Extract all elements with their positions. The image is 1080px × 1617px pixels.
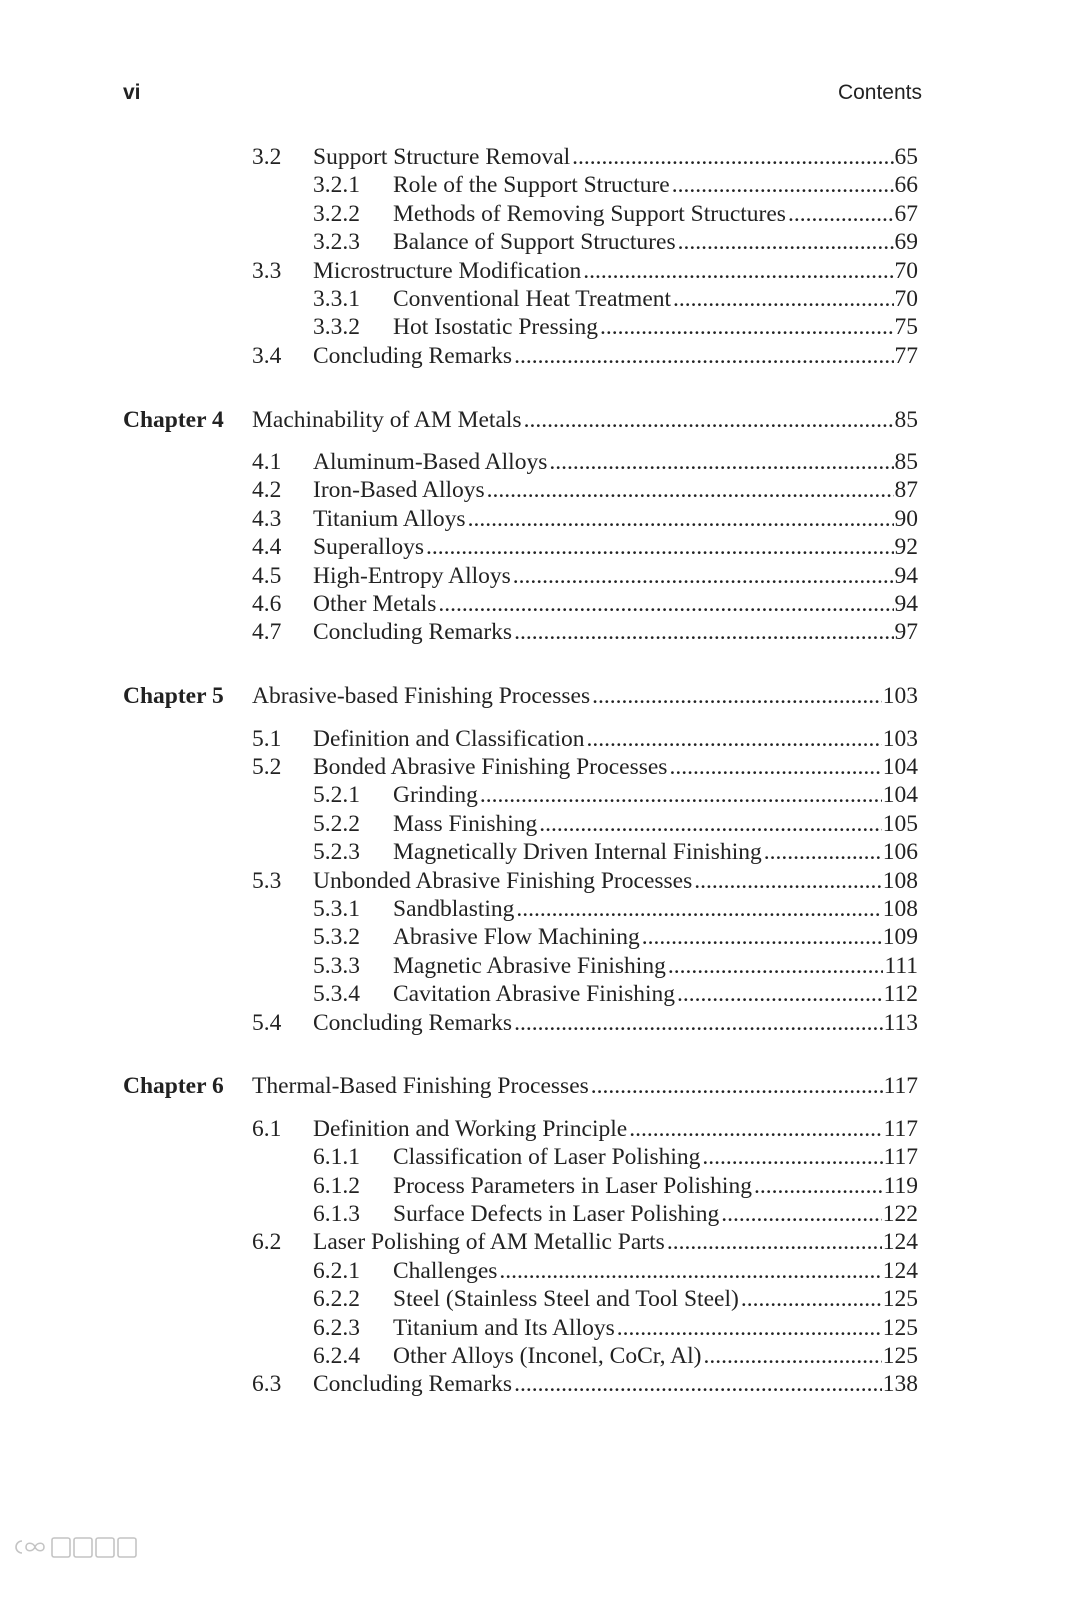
page-number: 117 — [883, 1073, 918, 1100]
dot-leader — [438, 590, 893, 618]
dot-leader — [572, 143, 893, 171]
toc-entry — [0, 923, 1080, 951]
dot-leader — [668, 952, 884, 980]
dot-leader — [617, 1314, 882, 1342]
section-number: 3.3 — [252, 257, 282, 284]
subsection-title: Challenges — [393, 1257, 498, 1284]
subsection-title: Sandblasting — [393, 895, 515, 922]
page-number: 69 — [894, 229, 918, 256]
toc-entry — [0, 590, 1080, 618]
section-number: 4.6 — [252, 590, 282, 617]
toc-entry — [0, 1200, 1080, 1228]
dot-leader — [514, 342, 893, 370]
page-number: 97 — [894, 619, 918, 646]
dot-leader — [702, 1143, 882, 1171]
toc-entry — [0, 1342, 1080, 1370]
dot-leader — [642, 923, 882, 951]
dot-leader — [677, 980, 883, 1008]
subsection-number: 6.2.4 — [313, 1342, 360, 1369]
dot-leader — [703, 1342, 881, 1370]
section-number: 4.2 — [252, 477, 282, 504]
page-number: 112 — [883, 981, 918, 1008]
entry-line — [313, 753, 918, 781]
section-title: Laser Polishing of AM Metallic Parts — [313, 1229, 665, 1256]
entry-line — [313, 476, 918, 504]
section-title: Support Structure Removal — [313, 144, 571, 170]
entry-line — [313, 143, 918, 171]
section-title: Aluminum-Based Alloys — [313, 449, 548, 476]
toc-entry — [0, 505, 1080, 533]
section-number: 5.1 — [252, 725, 282, 752]
page-number: 119 — [883, 1172, 918, 1199]
subsection-number: 6.1.3 — [313, 1201, 360, 1227]
subsection-title: Balance of Support Structures — [393, 229, 676, 256]
entry-line — [313, 342, 918, 370]
entry-line — [393, 838, 918, 866]
subsection-number: 6.2.3 — [313, 1314, 360, 1341]
entry-line — [313, 257, 918, 285]
page-number: 106 — [882, 839, 918, 866]
page-number: 85 — [894, 406, 918, 433]
toc-entry — [0, 448, 1080, 476]
chapter-title: Abrasive-based Finishing Processes — [252, 683, 591, 710]
page-number: 67 — [894, 200, 918, 227]
section-title: Concluding Remarks — [313, 1371, 513, 1398]
entry-line — [393, 1342, 918, 1370]
entry-line — [252, 406, 918, 434]
dot-leader — [764, 838, 882, 866]
subsection-number: 3.2.3 — [313, 229, 360, 256]
toc-entry — [0, 1257, 1080, 1285]
section-title: Concluding Remarks — [313, 342, 513, 369]
dot-leader — [487, 476, 894, 504]
entry-line — [313, 505, 918, 533]
dot-leader — [694, 867, 882, 895]
page-number: 122 — [882, 1201, 918, 1227]
section-number: 4.7 — [252, 619, 282, 646]
page-number: 92 — [894, 534, 918, 561]
chapter-heading — [0, 406, 1080, 434]
subsection-number: 5.2.3 — [313, 839, 360, 866]
watermark-logo — [8, 1532, 140, 1562]
subsection-title: Mass Finishing — [393, 810, 538, 837]
entry-line — [313, 1115, 918, 1143]
entry-line — [393, 1200, 918, 1228]
page-number: 77 — [894, 342, 918, 369]
section-number: 6.3 — [252, 1371, 282, 1398]
entry-line — [313, 590, 918, 618]
page-number: 117 — [883, 1144, 918, 1171]
subsection-title: Grinding — [393, 782, 478, 809]
entry-line — [393, 895, 918, 923]
toc-entry — [0, 781, 1080, 809]
page-number: 90 — [894, 505, 918, 532]
dot-leader — [629, 1115, 882, 1143]
subsection-title: Titanium and Its Alloys — [393, 1314, 615, 1341]
toc-entry — [0, 810, 1080, 838]
dot-leader — [754, 1172, 883, 1200]
page-number: 70 — [894, 285, 918, 312]
toc-entry — [0, 313, 1080, 341]
subsection-number: 5.3.2 — [313, 924, 360, 951]
toc-entry — [0, 200, 1080, 228]
entry-line — [393, 923, 918, 951]
toc-entry — [0, 753, 1080, 781]
entry-line — [393, 781, 918, 809]
chapter-heading — [0, 1072, 1080, 1100]
subsection-title: Surface Defects in Laser Polishing — [393, 1201, 720, 1227]
toc-entry — [0, 562, 1080, 590]
entry-line — [313, 867, 918, 895]
dot-leader — [499, 1257, 881, 1285]
dot-leader — [667, 1228, 882, 1256]
entry-line — [313, 1228, 918, 1256]
toc-entry — [0, 838, 1080, 866]
page-number: 104 — [882, 782, 918, 809]
page-number: 108 — [882, 867, 918, 894]
subsection-number: 3.2.1 — [313, 172, 360, 199]
page-number: 103 — [882, 683, 918, 710]
dot-leader — [583, 257, 893, 285]
subsection-title: Role of the Support Structure — [393, 172, 670, 199]
dot-leader — [672, 171, 894, 199]
watermark-glyph — [96, 1538, 114, 1557]
entry-line — [393, 1285, 918, 1313]
subsection-title: Magnetically Driven Internal Finishing — [393, 839, 762, 866]
subsection-number: 6.1.2 — [313, 1172, 360, 1199]
page-number: 105 — [882, 810, 918, 837]
dot-leader — [513, 562, 894, 590]
subsection-number: 5.3.3 — [313, 952, 360, 979]
page-number: 65 — [894, 144, 918, 170]
section-title: Bonded Abrasive Finishing Processes — [313, 754, 668, 781]
chapter-title: Machinability of AM Metals — [252, 406, 522, 433]
toc-entry — [0, 476, 1080, 504]
page-number: 103 — [882, 725, 918, 752]
subsection-title: Cavitation Abrasive Finishing — [393, 981, 675, 1008]
chapter-label: Chapter 4 — [123, 406, 224, 433]
entry-line — [393, 980, 918, 1008]
page-number: 66 — [894, 172, 918, 199]
page-folio: vi — [123, 81, 141, 104]
toc-entry — [0, 1172, 1080, 1200]
section-title: Superalloys — [313, 534, 424, 561]
page-number: 125 — [882, 1342, 918, 1369]
page-number: 111 — [884, 952, 918, 979]
subsection-title: Classification of Laser Polishing — [393, 1144, 701, 1171]
entry-line — [313, 1009, 918, 1037]
dot-leader — [592, 682, 882, 710]
subsection-number: 6.2.2 — [313, 1286, 360, 1313]
dot-leader — [514, 1370, 882, 1398]
toc-entry — [0, 257, 1080, 285]
page-number: 138 — [882, 1371, 918, 1398]
section-number: 6.1 — [252, 1115, 282, 1142]
page-number: 124 — [882, 1257, 918, 1284]
subsection-number: 3.2.2 — [313, 200, 360, 227]
watermark-glyph — [52, 1538, 70, 1557]
toc-entry — [0, 980, 1080, 1008]
toc-entry — [0, 952, 1080, 980]
dot-leader — [788, 200, 894, 228]
section-title: Unbonded Abrasive Finishing Processes — [313, 867, 693, 894]
section-number: 4.1 — [252, 449, 282, 476]
toc-entry — [0, 895, 1080, 923]
dot-leader — [514, 618, 893, 646]
subsection-title: Process Parameters in Laser Polishing — [393, 1172, 752, 1199]
subsection-number: 5.3.1 — [313, 895, 360, 922]
entry-line — [393, 810, 918, 838]
dot-leader — [591, 1072, 883, 1100]
section-number: 6.2 — [252, 1229, 282, 1256]
section-title: Definition and Working Principle — [313, 1115, 628, 1142]
toc-entry — [0, 342, 1080, 370]
subsection-number: 3.3.1 — [313, 285, 360, 312]
chapter-title: Thermal-Based Finishing Processes — [252, 1073, 589, 1100]
section-number: 5.3 — [252, 867, 282, 894]
page-number: 94 — [894, 590, 918, 617]
page-number: 75 — [894, 314, 918, 341]
subsection-title: Steel (Stainless Steel and Tool Steel) — [393, 1286, 739, 1313]
entry-line — [313, 1370, 918, 1398]
page-number: 70 — [894, 257, 918, 284]
subsection-number: 5.2.1 — [313, 782, 360, 809]
toc-entry — [0, 285, 1080, 313]
subsection-number: 5.2.2 — [313, 810, 360, 837]
section-title: Concluding Remarks — [313, 1009, 513, 1036]
dot-leader — [524, 406, 894, 434]
page-number: 109 — [882, 924, 918, 951]
dot-leader — [549, 448, 893, 476]
entry-line — [393, 1172, 918, 1200]
section-number: 5.2 — [252, 754, 282, 781]
section-number: 5.4 — [252, 1009, 282, 1036]
subsection-title: Hot Isostatic Pressing — [393, 314, 598, 341]
subsection-title: Conventional Heat Treatment — [393, 285, 672, 312]
toc-entry — [0, 1143, 1080, 1171]
chapter-label: Chapter 5 — [123, 683, 224, 710]
entry-line — [313, 448, 918, 476]
entry-line — [393, 1143, 918, 1171]
entry-line — [393, 1257, 918, 1285]
entry-line — [313, 725, 918, 753]
section-title: Definition and Classification — [313, 725, 585, 752]
toc-entry — [0, 725, 1080, 753]
watermark-glyph — [74, 1538, 92, 1557]
subsection-number: 6.1.1 — [313, 1144, 360, 1171]
page-number: 104 — [882, 754, 918, 781]
toc-entry — [0, 1009, 1080, 1037]
entry-line — [252, 682, 918, 710]
toc-entry — [0, 1115, 1080, 1143]
subsection-number: 3.3.2 — [313, 314, 360, 341]
section-title: Microstructure Modification — [313, 257, 582, 284]
dot-leader — [587, 725, 882, 753]
toc-entry — [0, 1228, 1080, 1256]
toc-entry — [0, 1370, 1080, 1398]
section-number: 3.2 — [252, 144, 282, 170]
page-number: 108 — [882, 895, 918, 922]
section-title: High-Entropy Alloys — [313, 562, 511, 589]
dot-leader — [600, 313, 894, 341]
section-number: 4.5 — [252, 562, 282, 589]
toc-entry — [0, 618, 1080, 646]
entry-line — [252, 1072, 918, 1100]
page-number: 124 — [882, 1229, 918, 1256]
page-number: 85 — [894, 449, 918, 476]
entry-line — [393, 228, 918, 256]
dot-leader — [480, 781, 882, 809]
watermark-glyph — [118, 1538, 136, 1557]
table-of-contents — [0, 143, 1080, 1399]
chapter-heading — [0, 682, 1080, 710]
dot-leader — [516, 895, 881, 923]
entry-line — [393, 200, 918, 228]
section-number: 4.4 — [252, 534, 282, 561]
toc-entry — [0, 171, 1080, 199]
section-number: 4.3 — [252, 505, 282, 532]
dot-leader — [721, 1200, 881, 1228]
page-number: 125 — [882, 1314, 918, 1341]
entry-line — [393, 313, 918, 341]
page-number: 117 — [883, 1115, 918, 1142]
dot-leader — [539, 810, 881, 838]
section-title: Iron-Based Alloys — [313, 477, 485, 504]
entry-line — [393, 171, 918, 199]
running-header — [123, 79, 922, 107]
section-number: 3.4 — [252, 342, 282, 369]
dot-leader — [741, 1285, 882, 1313]
toc-entry — [0, 1285, 1080, 1313]
section-title: Titanium Alloys — [313, 505, 466, 532]
page-number: 125 — [882, 1286, 918, 1313]
entry-line — [393, 952, 918, 980]
dot-leader — [673, 285, 893, 313]
entry-line — [313, 618, 918, 646]
running-title: Contents — [837, 81, 922, 104]
entry-line — [393, 1314, 918, 1342]
subsection-number: 6.2.1 — [313, 1257, 360, 1284]
toc-entry — [0, 143, 1080, 171]
dot-leader — [468, 505, 894, 533]
page-number: 94 — [894, 562, 918, 589]
section-title: Concluding Remarks — [313, 619, 513, 646]
dot-leader — [426, 533, 894, 561]
toc-entry — [0, 867, 1080, 895]
section-title: Other Metals — [313, 590, 437, 617]
entry-line — [313, 533, 918, 561]
subsection-number: 5.3.4 — [313, 981, 360, 1008]
page-number: 113 — [883, 1009, 918, 1036]
toc-entry — [0, 228, 1080, 256]
dot-leader — [669, 753, 881, 781]
dot-leader — [678, 228, 894, 256]
toc-entry — [0, 1314, 1080, 1342]
subsection-title: Abrasive Flow Machining — [393, 924, 640, 951]
chapter-label: Chapter 6 — [123, 1073, 224, 1100]
subsection-title: Other Alloys (Inconel, CoCr, Al) — [393, 1342, 702, 1369]
page-number: 87 — [894, 477, 918, 504]
dot-leader — [514, 1009, 883, 1037]
entry-line — [313, 562, 918, 590]
subsection-title: Methods of Removing Support Structures — [393, 200, 786, 227]
subsection-title: Magnetic Abrasive Finishing — [393, 952, 666, 979]
entry-line — [393, 285, 918, 313]
watermark-loop-icon — [16, 1541, 44, 1553]
toc-entry — [0, 533, 1080, 561]
